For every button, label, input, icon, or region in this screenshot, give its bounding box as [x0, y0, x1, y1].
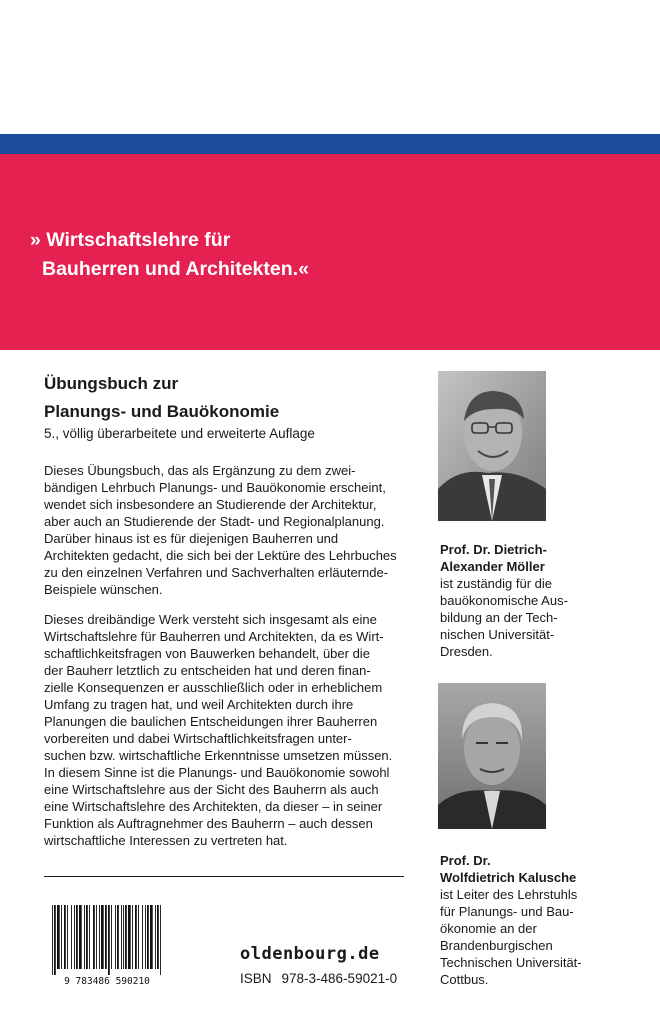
publisher-website: oldenbourg.de [240, 944, 380, 964]
author-photo-moeller [438, 371, 546, 521]
barcode-bar [74, 905, 75, 969]
barcode-bar [61, 905, 62, 969]
description-paragraph-1 [44, 462, 416, 598]
tagline-line-2: Bauherren und Architekten.« [42, 258, 309, 280]
barcode-bar [138, 905, 139, 969]
barcode-bar [147, 905, 149, 969]
edition-note: 5., völlig überarbeitete und erweiterte Auflage [44, 426, 315, 441]
barcode-bar [84, 905, 85, 969]
text-line: schaftlichkeitsfragen von Bauwerken behandelt, über die [44, 646, 370, 661]
barcode-bar [52, 905, 53, 975]
tagline [30, 226, 309, 284]
text-line: vorbereiten und dabei Wirtschaftlichkeitsfragen unter- [44, 731, 352, 746]
barcode-bar [142, 905, 143, 969]
book-title [44, 370, 279, 426]
barcode-bar [57, 905, 60, 969]
divider [44, 876, 404, 877]
barcode-bar [86, 905, 88, 969]
barcode-bar [117, 905, 119, 969]
barcode-bar [125, 905, 127, 969]
text-line: Wirtschaftslehre für Bauherren und Architekten, da es Wirt- [44, 629, 384, 644]
author-bio-line: für Planungs- und Bau- [440, 904, 574, 919]
author-bio-line: bauökonomische Aus- [440, 593, 568, 608]
barcode-bar [145, 905, 146, 969]
barcode-bar [121, 905, 122, 969]
text-line: wendet sich insbesondere an Studierende der Architektur, [44, 497, 377, 512]
barcode-digits: 9 783486 590210 [64, 976, 150, 986]
text-line: bändigen Lehrbuch Planungs- und Bauökonomie erscheint, [44, 480, 386, 495]
text-line: eine Wirtschaftslehre des Architekten, da dieser – in seiner [44, 799, 383, 814]
text-line: Darüber hinaus ist es für diejenigen Bauherren und [44, 531, 339, 546]
text-line: Beispiele wünschen. [44, 582, 163, 597]
barcode-bar [93, 905, 95, 969]
barcode-bar [132, 905, 133, 969]
barcode-bar [115, 905, 116, 969]
barcode-bar [99, 905, 100, 969]
author-bio-line: ist Leiter des Lehrstuhls [440, 887, 578, 902]
text-line: Dieses dreibändige Werk versteht sich insgesamt als eine [44, 612, 377, 627]
text-line: suchen bzw. wirtschaftliche Erkenntnisse umsetzen müssen. [44, 748, 393, 763]
author-bio-line: Brandenburgischen [440, 938, 553, 953]
author-bio-line: bildung an der Tech- [440, 610, 558, 625]
isbn-line [240, 971, 397, 986]
barcode-bar [101, 905, 104, 969]
author-bio-line: nischen Universität- [440, 627, 555, 642]
barcode-bar [157, 905, 159, 969]
book-title-line-1: Übungsbuch zur [44, 374, 179, 393]
text-line: eine Wirtschaftslehre aus der Sicht des Bauherrn als auch [44, 782, 379, 797]
book-title-line-2: Planungs- und Bauökonomie [44, 402, 280, 421]
barcode-bar [79, 905, 82, 969]
author-bio-kalusche [440, 852, 652, 988]
isbn-number: 978-3-486-59021-0 [281, 971, 398, 986]
text-line: In diesem Sinne ist die Planungs- und Bauökonomie sowohl [44, 765, 390, 780]
barcode-bar [54, 905, 56, 975]
author-bio-line: ökonomie an der [440, 921, 537, 936]
barcode-bar [108, 905, 110, 975]
text-line: der Bauherr letztlich zu entscheiden hat und deren finan- [44, 663, 371, 678]
author-bio-line: ist zuständig für die [440, 576, 553, 591]
tagline-line-1: » Wirtschaftslehre für [30, 229, 231, 251]
text-line: Dieses Übungsbuch, das als Ergänzung zu dem zwei- [44, 463, 356, 478]
text-line: zielle Konsequenzen er ausschließlich oder in erheblichem [44, 680, 383, 695]
author-photo-kalusche [438, 683, 546, 829]
author-bio-moeller [440, 541, 652, 660]
barcode-bar [128, 905, 131, 969]
author-name-line: Prof. Dr. Dietrich- [440, 542, 547, 557]
author-bio-line: Dresden. [440, 644, 493, 659]
text-line: wirtschaftliche Interessen zu vertreten hat. [44, 833, 288, 848]
text-line: zu den einzelnen Verfahren und Sachverhalten erläuternde- [44, 565, 389, 580]
author-name-line: Prof. Dr. [440, 853, 491, 868]
barcode-bar [71, 905, 72, 969]
author-name-line: Wolfdietrich Kalusche [440, 870, 577, 885]
barcode-bar [155, 905, 156, 969]
text-line: aber auch an Studierende der Stadt- und Regionalplanung. [44, 514, 385, 529]
description-paragraph-2 [44, 611, 416, 849]
barcode-bar [76, 905, 78, 969]
text-line: Umfang zu tragen hat, und weil Architekten durch ihre [44, 697, 354, 712]
barcode-bar [135, 905, 137, 969]
barcode-bar [96, 905, 97, 969]
barcode-bar [160, 905, 161, 975]
author-name-line: Alexander Möller [440, 559, 545, 574]
barcode-bar [67, 905, 68, 969]
author-bio-line: Cottbus. [440, 972, 489, 987]
text-line: Funktion als Auftragnehmer des Bauherrn – auch dessen [44, 816, 373, 831]
barcode-bar [105, 905, 107, 969]
barcode-bar [123, 905, 124, 969]
isbn-label: ISBN [240, 971, 272, 986]
barcode-bar [111, 905, 112, 969]
barcode-bar [89, 905, 90, 969]
barcode-bar [64, 905, 66, 969]
author-bio-line: Technischen Universität- [440, 955, 582, 970]
barcode-bar [150, 905, 153, 969]
top-blue-band [0, 134, 660, 154]
text-line: Planungen die baulichen Entscheidungen ihrer Bauherren [44, 714, 378, 729]
isbn-barcode [44, 903, 170, 986]
text-line: Architekten gedacht, die sich bei der Lektüre des Lehrbuches [44, 548, 397, 563]
